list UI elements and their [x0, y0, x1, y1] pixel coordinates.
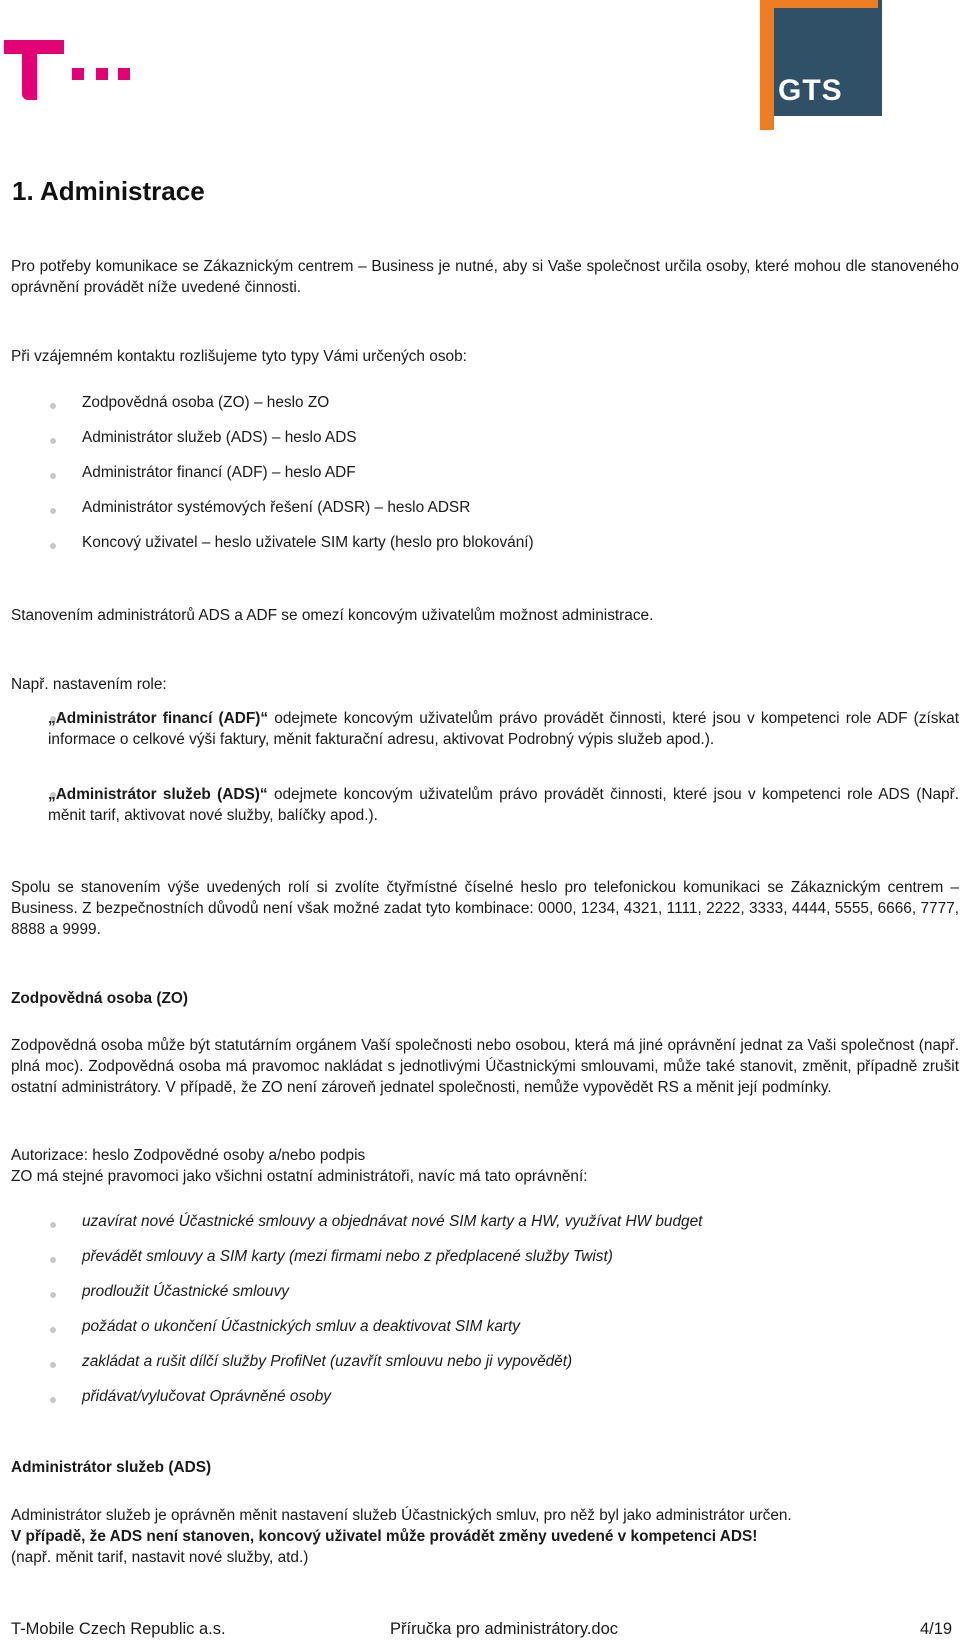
tmobile-logo — [4, 40, 129, 102]
tmobile-dot-icon — [72, 68, 84, 80]
pin-paragraph: Spolu se stanovením výše uvedených rolí si zvolíte čtyřmístné číselné heslo pro telefonickou komunikaci se Zákaznickým centrem – Business. Z bezpečnostních důvodů není však možné zadat tyto kombinace: 0000, 1234, 4321, 1111, 2222, 3333, 4444, 5555, 6666, 7777, 8888 a 9999. — [11, 879, 959, 938]
zo-auth: Autorizace: heslo Zodpovědné osoby a/nebo podpis — [11, 1147, 366, 1164]
role-ads-name: „Administrátor služeb (ADS)“ — [48, 786, 268, 803]
example-intro: Např. nastavením role: — [11, 676, 167, 693]
footer-document: Příručka pro administrátory.doc — [390, 1620, 619, 1638]
bullet-icon — [50, 1397, 56, 1403]
ads-heading: Administrátor služeb (ADS) — [11, 1459, 212, 1476]
ads-warning: V případě, že ADS není stanoven, koncový uživatel může provádět změny uvedené v kompetenci ADS! — [11, 1528, 758, 1545]
bullet-icon — [50, 1292, 56, 1298]
footer-page-number: 4/19 — [920, 1620, 953, 1638]
limit-paragraph: Stanovením administrátorů ADS a ADF se omezí koncovým uživatelům možnost administrace. — [11, 607, 654, 624]
bullet-icon — [50, 438, 56, 444]
list-item: převádět smlouvy a SIM karty (mezi firmami nebo z předplacené služby Twist) — [82, 1248, 613, 1265]
bullet-icon — [50, 1327, 56, 1333]
bullet-icon — [50, 1257, 56, 1263]
role-adf-name: „Administrátor financí (ADF)“ — [48, 710, 269, 727]
tmobile-dot-icon — [118, 68, 130, 80]
role-ads-text: odejmete koncovým uživatelům právo provádět činnosti, které jsou v kompetenci role ADS (Např. měnit tarif, aktivovat nové služby, balíčky apod.). — [48, 786, 960, 824]
gts-logo — [766, 0, 882, 116]
list-item: prodloužit Účastnické smlouvy — [82, 1283, 289, 1300]
ads-paragraph: Administrátor služeb je oprávněn měnit nastavení služeb Účastnických smluv, pro něž byl jako administrátor určen. — [11, 1507, 792, 1524]
bullet-icon — [50, 1362, 56, 1368]
bullet-icon — [50, 403, 56, 409]
list-item: Administrátor financí (ADF) – heslo ADF — [82, 464, 356, 481]
list-item: Administrátor systémových řešení (ADSR) – heslo ADSR — [82, 499, 471, 516]
role-ads-item — [48, 784, 959, 826]
footer-company: T-Mobile Czech Republic a.s. — [11, 1620, 226, 1638]
zo-rights-intro: ZO má stejné pravomoci jako všichni ostatní administrátoři, navíc má tato oprávnění: — [11, 1168, 588, 1185]
ads-example: (např. měnit tarif, nastavit nové služby, atd.) — [11, 1549, 309, 1566]
intro-paragraph: Pro potřeby komunikace se Zákaznickým centrem – Business je nutné, aby si Vaše společnost určila osoby, které mohou dle stanoveného oprávnění provádět níže uvedené činnosti. — [11, 258, 959, 296]
list-item: Zodpovědná osoba (ZO) – heslo ZO — [82, 394, 330, 411]
bullet-icon — [50, 508, 56, 514]
types-intro: Při vzájemném kontaktu rozlišujeme tyto typy Vámi určených osob: — [11, 348, 467, 365]
page-title: 1. Administrace — [12, 176, 205, 206]
role-adf-text: odejmete koncovým uživatelům právo provádět činnosti, které jsou v kompetenci role ADF (získat informace o celkové výši faktury, měnit fakturační adresu, aktivovat Podrobný výpis služeb apod.). — [48, 710, 959, 748]
list-item: přidávat/vylučovat Oprávněné osoby — [82, 1388, 331, 1405]
gts-logo-text: GTS — [778, 74, 843, 107]
list-item: Koncový uživatel – heslo uživatele SIM karty (heslo pro blokování) — [82, 534, 534, 551]
bullet-icon — [50, 473, 56, 479]
zo-paragraph: Zodpovědná osoba může být statutárním orgánem Vaší společnosti nebo osobou, která má jiné oprávnění jednat za Vaši společnost (např. plná moc). Zodpovědná osoba má pravomoc nakládat s jednotlivými Účastnickými smlouvami, může také stanovit, změnit, případně zrušit ostatní administrátory. V případě, že ZO není zároveň jednatel společnosti, nemůže vypovědět RS a měnit její podmínky. — [11, 1037, 959, 1096]
list-item: Administrátor služeb (ADS) – heslo ADS — [82, 429, 357, 446]
list-item: uzavírat nové Účastnické smlouvy a objednávat nové SIM karty a HW, využívat HW budget — [82, 1213, 703, 1230]
tmobile-dot-icon — [96, 68, 108, 80]
bullet-icon — [50, 1222, 56, 1228]
bullet-icon — [50, 543, 56, 549]
list-item: zakládat a rušit dílčí služby ProfiNet (uzavřít smlouvu nebo ji vypovědět) — [82, 1353, 573, 1370]
list-item: požádat o ukončení Účastnických smluv a deaktivovat SIM karty — [82, 1318, 520, 1335]
zo-heading: Zodpovědná osoba (ZO) — [11, 990, 188, 1007]
role-adf-item — [48, 708, 959, 750]
